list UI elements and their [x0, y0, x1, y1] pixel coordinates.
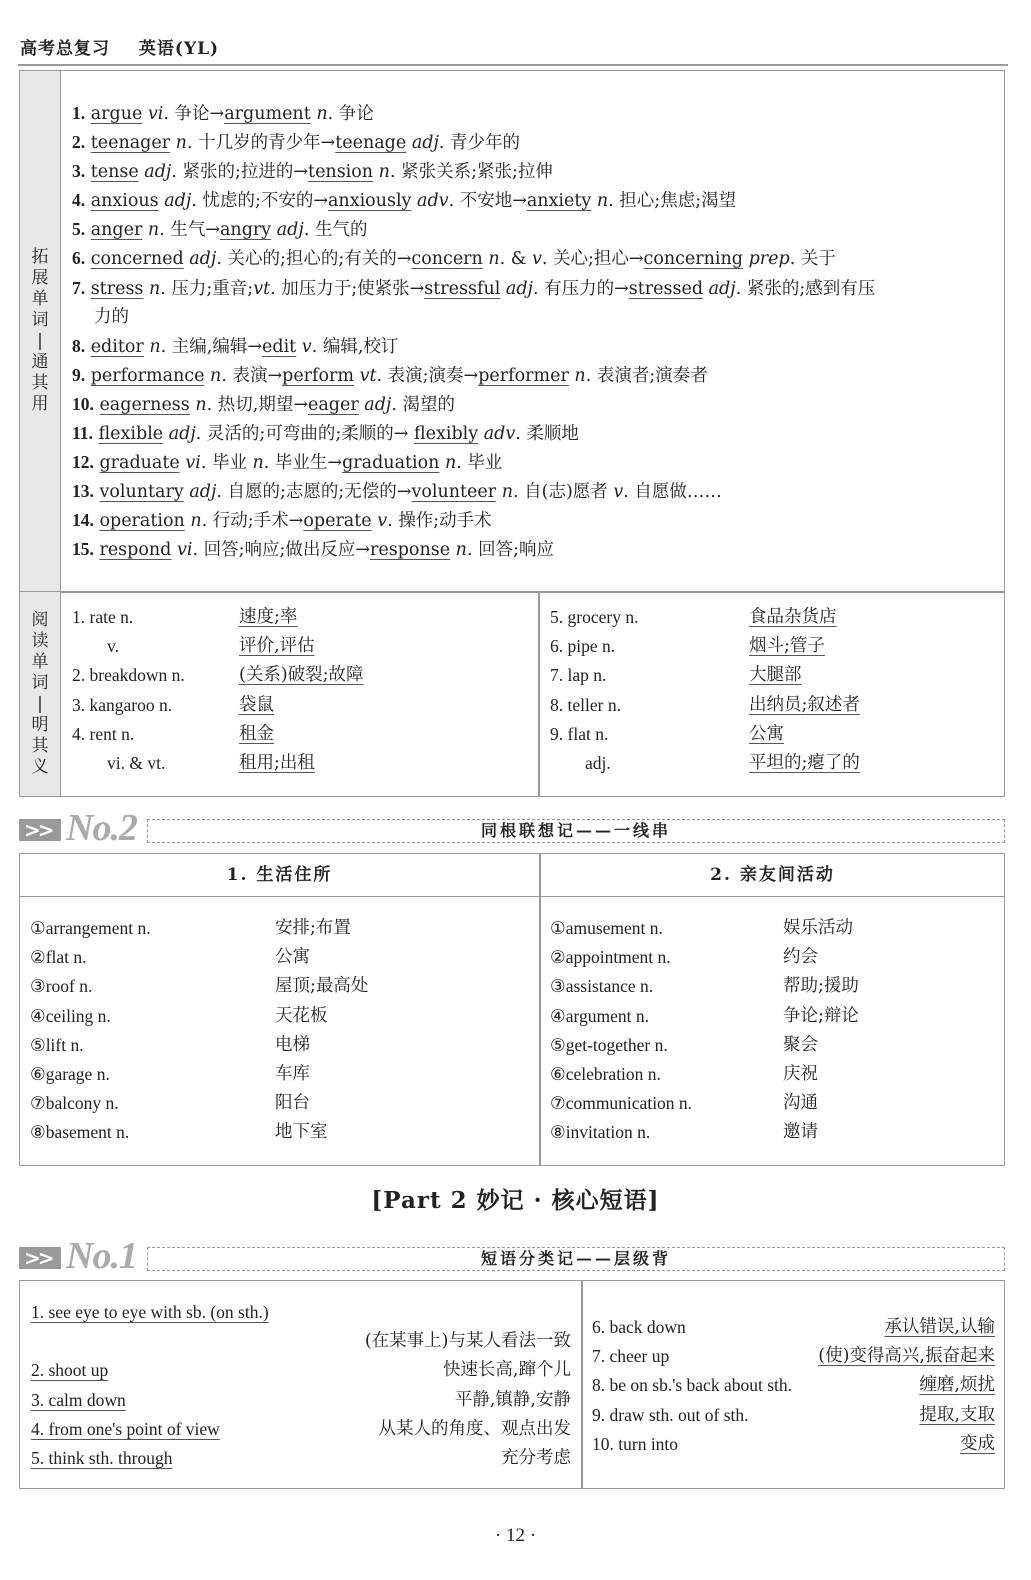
word-term: ⑤get-together n.	[550, 1034, 668, 1055]
word-family-line: 13. voluntary adj. 自愿的;志愿的;无偿的→volunteer n. 自(志)愿者 v. 自愿做……	[72, 481, 722, 503]
side-char: 读	[31, 631, 49, 651]
word-term: 5. grocery n.	[550, 607, 639, 627]
table-row	[550, 1031, 1000, 1060]
word-family-line: 6. concerned adj. 关心的;担心的;有关的→concern n. & v. 关心;担心→concerning prep. 关于	[72, 248, 836, 270]
word-term: 8. teller n.	[550, 694, 621, 715]
side-char: |	[37, 331, 43, 351]
word-meaning: 屋顶;最高处	[275, 976, 369, 997]
banner-no2	[19, 807, 1005, 849]
word-family-line: 2. teenager n. 十几岁的青少年→teenage adj. 青少年的	[72, 132, 521, 154]
word-family-line: 11. flexible adj. 灵活的;可弯曲的;柔顺的→ flexibly adv. 柔顺地	[72, 423, 579, 445]
side-char: 其	[31, 373, 49, 393]
phrase-box	[19, 1280, 1005, 1489]
word-term: 1. rate n.	[72, 607, 134, 627]
phrase: 1. see eye to eye with sb. (on sth.)	[31, 1302, 269, 1322]
phrase-list-left	[31, 1298, 571, 1473]
phrase-meaning: 提取,支取	[919, 1404, 995, 1425]
side-label-reading	[20, 591, 61, 796]
chevron-icon: >>	[19, 819, 61, 841]
word-term: ⑦balcony n.	[30, 1093, 119, 1114]
word-term: ⑧basement n.	[30, 1122, 130, 1143]
side-char: 用	[31, 394, 49, 414]
phrase: 5. think sth. through	[31, 1447, 173, 1468]
word-meaning: 出纳员;叙述者	[749, 694, 860, 715]
root-table	[19, 853, 1005, 1166]
side-char: 其	[31, 736, 49, 756]
word-term: 6. pipe n.	[550, 636, 616, 657]
word-meaning: 烟斗;管子	[749, 636, 825, 657]
section-title: 短语分类记——层级背	[147, 1247, 1005, 1271]
section-title: 同根联想记——一线串	[147, 819, 1005, 843]
side-char: 明	[31, 715, 49, 735]
word-meaning: 天花板	[275, 1005, 328, 1026]
word-meaning: 地下室	[275, 1122, 328, 1143]
phrase-meaning: (使)变得高兴,振奋起来	[818, 1346, 995, 1367]
word-family-line: 9. performance n. 表演→perform vt. 表演;演奏→performer n. 表演者;演奏者	[72, 364, 708, 386]
subject-label: 英语(YL)	[138, 39, 220, 59]
table-row	[550, 1060, 1000, 1089]
word-meaning: 车库	[275, 1063, 310, 1084]
divider	[61, 591, 1004, 593]
table-row	[30, 1089, 530, 1118]
side-char: 通	[31, 352, 49, 372]
word-family-line: 力的	[94, 306, 129, 327]
word-term: 3. kangaroo n.	[72, 694, 173, 715]
word-meaning: 沟通	[783, 1093, 818, 1114]
word-family-list	[72, 99, 997, 565]
word-term: ⑥garage n.	[30, 1063, 110, 1084]
table-row	[550, 972, 1000, 1001]
word-family-line: 14. operation n. 行动;手术→operate v. 操作;动手术	[72, 510, 492, 532]
word-meaning: 电梯	[275, 1034, 310, 1055]
word-term: ③assistance n.	[550, 976, 654, 997]
word-family-line: 7. stress n. 压力;重音;vt. 加压力于;使紧张→stressful adj. 有压力的→stressed adj. 紧张的;感到有压	[72, 277, 876, 299]
phrase-row	[592, 1371, 995, 1400]
word-term: ⑦communication n.	[550, 1093, 693, 1114]
word-family-line: 12. graduate vi. 毕业 n. 毕业生→graduation n. 毕业	[72, 452, 503, 474]
phrase-row	[592, 1401, 995, 1430]
page-number: · 12 ·	[494, 1525, 537, 1546]
side-char: |	[37, 694, 43, 714]
phrase-meaning: 缠磨,烦扰	[919, 1375, 995, 1396]
table-row	[30, 1031, 530, 1060]
word-family-line: 10. eagerness n. 热切,期望→eager adj. 渴望的	[72, 393, 455, 415]
word-meaning: 大腿部	[749, 665, 802, 686]
table-row	[550, 1118, 1000, 1147]
word-family-line: 1. argue vi. 争论→argument n. 争论	[72, 103, 374, 124]
column-header: 1. 生活住所	[226, 865, 333, 885]
table-row	[550, 1089, 1000, 1118]
phrase-row	[31, 1386, 571, 1415]
phrase-row	[592, 1430, 995, 1459]
phrase: 7. cheer up	[592, 1346, 670, 1367]
banner-no1	[19, 1235, 1005, 1277]
header-rule	[18, 64, 1008, 66]
phrase-meaning: 平静,镇静,安静	[454, 1389, 571, 1410]
side-char: 展	[31, 268, 49, 288]
book-title: 高考总复习	[20, 39, 110, 59]
word-meaning: 争论;辩论	[783, 1005, 859, 1026]
phrase-row	[31, 1415, 571, 1444]
phrase-row	[31, 1356, 571, 1385]
word-meaning: 约会	[783, 947, 818, 968]
word-term: ①arrangement n.	[30, 918, 151, 938]
phrase-row	[592, 1342, 995, 1371]
column-header: 2. 亲友间活动	[710, 865, 835, 885]
table-row	[550, 914, 1000, 943]
divider	[539, 854, 541, 1165]
phrase-row	[31, 1327, 571, 1356]
word-term: ②appointment n.	[550, 947, 671, 968]
side-char: 拓	[31, 247, 49, 267]
word-term: 7. lap n.	[550, 665, 607, 686]
divider	[581, 1281, 583, 1488]
word-term: ②flat n.	[30, 947, 87, 968]
word-term: ④ceiling n.	[30, 1005, 111, 1026]
side-char: 词	[31, 310, 49, 330]
word-meaning: 邀请	[783, 1122, 818, 1143]
word-meaning: 租用;出租	[239, 752, 315, 773]
word-family-line: 3. tense adj. 紧张的;拉进的→tension n. 紧张关系;紧张;拉伸	[72, 161, 553, 183]
word-meaning: 娱乐活动	[783, 918, 853, 938]
section-number: No.1	[66, 1235, 137, 1277]
side-char: 单	[31, 289, 49, 309]
word-family-line: 8. editor n. 主编,编辑→edit v. 编辑,校订	[72, 335, 399, 357]
activity-words-list	[550, 914, 1000, 1148]
divider	[538, 591, 540, 796]
word-meaning: 食品杂货店	[749, 607, 837, 627]
word-family-line: 15. respond vi. 回答;响应;做出反应→response n. 回答;响应	[72, 539, 554, 561]
word-term: ①amusement n.	[550, 918, 663, 938]
word-family-line: 4. anxious adj. 忧虑的;不安的→anxiously adv. 不安地→anxiety n. 担心;焦虑;渴望	[72, 190, 737, 212]
table-row	[550, 943, 1000, 972]
table-row	[30, 972, 530, 1001]
phrase-list-right	[592, 1313, 995, 1459]
word-meaning: 评价,评估	[239, 636, 315, 657]
word-term: vi. & vt.	[72, 752, 166, 773]
word-meaning: (关系)破裂;故障	[239, 665, 364, 686]
phrase: 4. from one's point of view	[31, 1418, 220, 1439]
word-term: 9. flat n.	[550, 723, 609, 744]
part-title: [Part 2 妙记 · 核心短语]	[371, 1187, 660, 1214]
vocab-box	[19, 70, 1005, 797]
phrase: 9. draw sth. out of sth.	[592, 1404, 749, 1425]
side-label-extend	[20, 71, 61, 591]
phrase-meaning: 从某人的角度、观点出发	[378, 1418, 571, 1439]
word-meaning: 速度;率	[239, 607, 298, 627]
word-meaning: 帮助;援助	[783, 976, 859, 997]
section-number: No.2	[66, 807, 137, 849]
word-meaning: 租金	[239, 723, 274, 744]
word-family-line: 5. anger n. 生气→angry adj. 生气的	[72, 219, 368, 241]
phrase-meaning: 充分考虑	[501, 1447, 571, 1468]
word-meaning: 庆祝	[783, 1063, 818, 1084]
phrase: 2. shoot up	[31, 1360, 109, 1381]
side-char: 单	[31, 652, 49, 672]
side-char: 阅	[31, 610, 49, 630]
word-term: ⑥celebration n.	[550, 1063, 661, 1084]
side-char: 词	[31, 673, 49, 693]
table-row	[30, 914, 530, 943]
word-meaning: 袋鼠	[239, 694, 274, 715]
phrase-meaning: 承认错误,认输	[884, 1317, 995, 1337]
phrase: 10. turn into	[592, 1433, 679, 1454]
phrase: 6. back down	[592, 1317, 686, 1337]
word-term: ⑤lift n.	[30, 1034, 84, 1055]
word-term: 4. rent n.	[72, 723, 135, 744]
word-meaning: 公寓	[275, 947, 310, 968]
side-char: 义	[31, 757, 49, 777]
word-term: v.	[72, 636, 119, 657]
word-meaning: 阳台	[275, 1093, 310, 1114]
phrase: 3. calm down	[31, 1389, 126, 1410]
phrase-meaning: (在某事上)与某人看法一致	[364, 1331, 571, 1352]
word-meaning: 安排;布置	[275, 918, 351, 938]
table-row	[30, 1118, 530, 1147]
word-term: ④argument n.	[550, 1005, 649, 1026]
word-term: adj.	[550, 752, 611, 773]
phrase-meaning: 变成	[960, 1433, 995, 1454]
table-row	[550, 1002, 1000, 1031]
word-meaning: 平坦的;瘪了的	[749, 752, 860, 773]
phrase: 8. be on sb.'s back about sth.	[592, 1375, 793, 1396]
table-row	[30, 1002, 530, 1031]
phrase-meaning: 快速长高,蹿个儿	[442, 1360, 571, 1381]
word-meaning: 聚会	[783, 1034, 818, 1055]
word-term: ⑧invitation n.	[550, 1122, 651, 1143]
word-meaning: 公寓	[749, 723, 784, 744]
word-term: 2. breakdown n.	[72, 665, 185, 686]
chevron-icon: >>	[19, 1247, 61, 1269]
table-row	[30, 1060, 530, 1089]
table-row	[30, 943, 530, 972]
phrase-row	[31, 1298, 571, 1327]
phrase-row	[592, 1313, 995, 1342]
page-header	[20, 34, 241, 59]
word-term: ③roof n.	[30, 976, 93, 997]
living-words-list	[30, 914, 530, 1148]
phrase-row	[31, 1444, 571, 1473]
